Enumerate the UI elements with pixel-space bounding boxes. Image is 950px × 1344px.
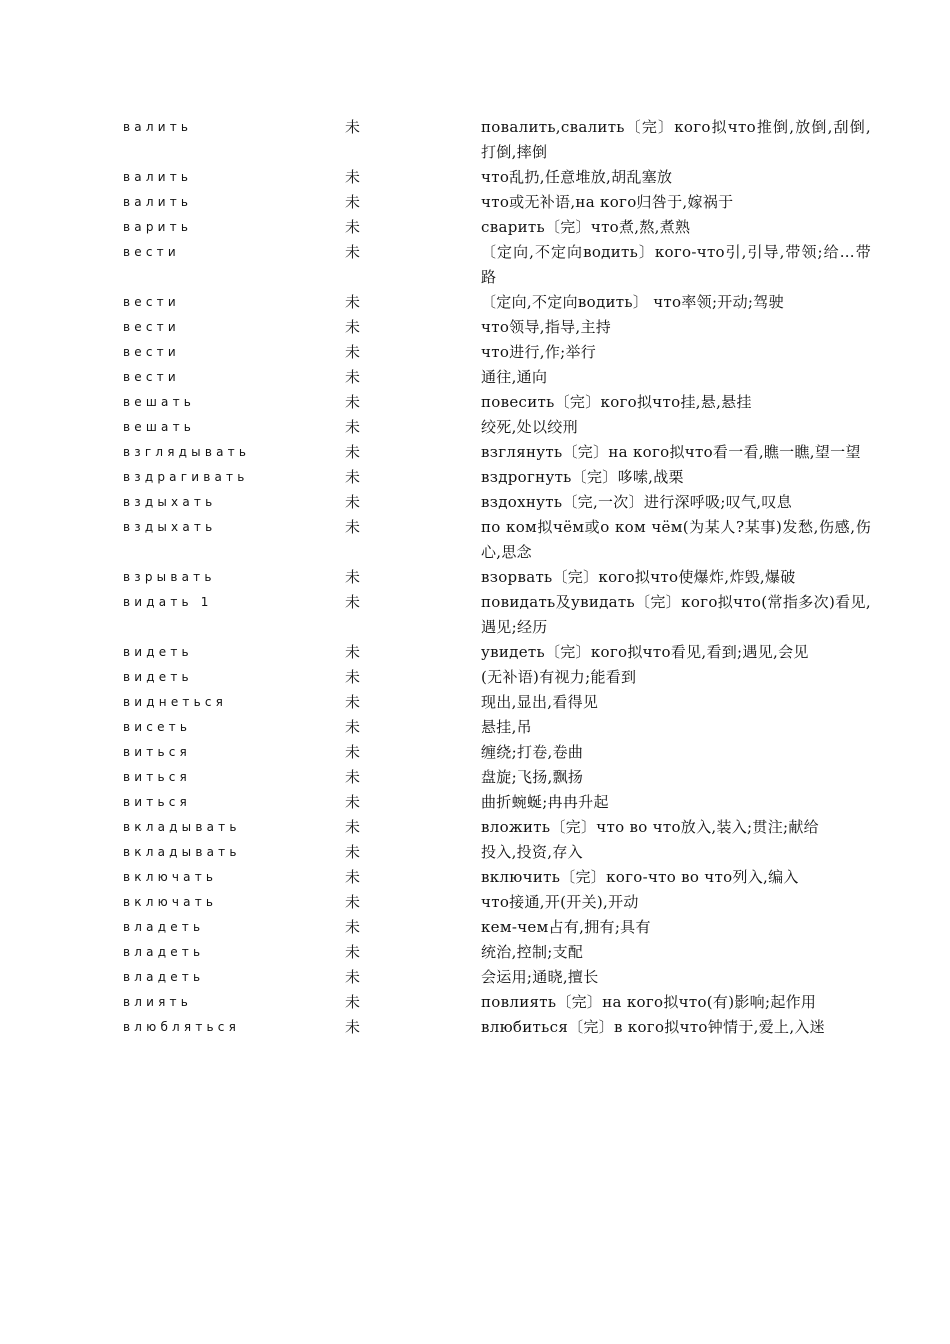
definition: 悬挂,吊 [481,718,532,736]
aspect-marker: 未 [345,343,361,361]
definition: 通往,通向 [481,368,548,386]
definition: вздрогнуть〔完〕哆嗦,战栗 [481,468,684,486]
dictionary-entry [0,465,950,490]
aspect-marker: 未 [345,918,361,936]
aspect-marker: 未 [345,1018,361,1036]
dictionary-entry [0,990,950,1015]
definition: 统治,控制;支配 [481,943,584,961]
aspect-marker: 未 [345,593,361,611]
aspect-marker: 未 [345,643,361,661]
dictionary-entry [0,715,950,740]
dictionary-entry [0,515,950,565]
definition: увидеть〔完〕кого拟что看见,看到;遇见,会见 [481,643,809,661]
headword: виться [123,795,191,809]
aspect-marker: 未 [345,393,361,411]
definition: влюбиться〔完〕в кого拟что钟情于,爱上,入迷 [481,1018,825,1036]
headword: владеть [123,920,205,934]
headword: вкладывать [123,845,241,859]
definition: по ком拟чём或о ком чём(为某人?某事)发愁,伤感,伤心,思念 [481,518,871,561]
headword: взрывать [123,570,216,584]
dictionary-entry [0,965,950,990]
headword: вести [123,370,180,384]
dictionary-entry [0,690,950,715]
aspect-marker: 未 [345,218,361,236]
headword: владеть [123,970,205,984]
headword: виться [123,770,191,784]
dictionary-entry [0,340,950,365]
dictionary-entry [0,315,950,340]
definition: повесить〔完〕кого拟что挂,悬,悬挂 [481,393,752,411]
dictionary-entry [0,815,950,840]
aspect-marker: 未 [345,693,361,711]
definition: вздохнуть〔完,一次〕进行深呼吸;叹气,叹息 [481,493,793,511]
headword: вести [123,345,180,359]
definition: что进行,作;举行 [481,343,597,361]
dictionary-entry [0,590,950,640]
dictionary-entry [0,190,950,215]
aspect-marker: 未 [345,968,361,986]
definition: 会运用;通晓,擅长 [481,968,599,986]
entry-list [0,115,950,1040]
dictionary-entry [0,790,950,815]
dictionary-entry [0,240,950,290]
dictionary-entry [0,290,950,315]
headword: видеть [123,670,193,684]
headword: взглядывать [123,445,251,459]
headword: вздыхать [123,495,217,509]
definition: что乱扔,任意堆放,胡乱塞放 [481,168,673,186]
aspect-marker: 未 [345,893,361,911]
definition: кем-чем占有,拥有;具有 [481,918,651,936]
dictionary-entry [0,890,950,915]
headword: влюбляться [123,1020,241,1034]
aspect-marker: 未 [345,768,361,786]
dictionary-entry [0,415,950,440]
headword: видеть [123,645,193,659]
definition: повалить,свалить〔完〕кого拟что推倒,放倒,刮倒,打倒,摔倒 [481,118,871,161]
headword: вздрагивать [123,470,249,484]
aspect-marker: 未 [345,568,361,586]
aspect-marker: 未 [345,518,361,536]
headword: варить [123,220,193,234]
dictionary-entry [0,165,950,190]
headword: валить [123,120,193,134]
aspect-marker: 未 [345,668,361,686]
definition: 盘旋;飞扬,飘扬 [481,768,584,786]
aspect-marker: 未 [345,418,361,436]
definition: 曲折蜿蜒;冉冉升起 [481,793,609,811]
aspect-marker: 未 [345,718,361,736]
definition: что或无补语,на кого归咎于,嫁祸于 [481,193,734,211]
dictionary-entry [0,665,950,690]
definition: что领导,指导,主持 [481,318,612,336]
aspect-marker: 未 [345,868,361,886]
dictionary-entry [0,915,950,940]
dictionary-entry [0,740,950,765]
dictionary-entry [0,440,950,465]
dictionary-entry [0,765,950,790]
aspect-marker: 未 [345,993,361,1011]
aspect-marker: 未 [345,318,361,336]
headword: виться [123,745,191,759]
dictionary-entry [0,640,950,665]
headword: валить [123,170,193,184]
headword: валить [123,195,193,209]
headword: включать [123,870,218,884]
definition: 〔定向,不定向водить〕 что率领;开动;驾驶 [481,293,784,311]
aspect-marker: 未 [345,168,361,186]
dictionary-entry [0,390,950,415]
headword: вести [123,320,180,334]
definition: 投入,投资,存入 [481,843,583,861]
dictionary-entry [0,865,950,890]
dictionary-entry [0,565,950,590]
headword: вести [123,245,180,259]
headword: влиять [123,995,193,1009]
dictionary-entry [0,490,950,515]
dictionary-entry [0,1015,950,1040]
definition: сварить〔完〕что煮,熬,煮熟 [481,218,691,236]
aspect-marker: 未 [345,118,361,136]
dictionary-entry [0,365,950,390]
headword: вздыхать [123,520,217,534]
dictionary-entry [0,115,950,165]
definition: (无补语)有视力;能看到 [481,668,637,686]
dictionary-entry [0,940,950,965]
aspect-marker: 未 [345,193,361,211]
aspect-marker: 未 [345,818,361,836]
dictionary-entry [0,840,950,865]
definition: что接通,开(开关),开动 [481,893,639,911]
aspect-marker: 未 [345,793,361,811]
definition: взглянуть〔完〕на кого拟что看一看,瞧一瞧,望一望 [481,443,861,461]
definition: повлиять〔完〕на кого拟что(有)影响;起作用 [481,993,817,1011]
headword: включать [123,895,218,909]
aspect-marker: 未 [345,743,361,761]
definition: 〔定向,不定向водить〕кого-что引,引导,带领;给…带路 [481,243,871,286]
headword: владеть [123,945,205,959]
aspect-marker: 未 [345,368,361,386]
headword: видать 1 [123,595,213,609]
headword: вешать [123,395,196,409]
aspect-marker: 未 [345,843,361,861]
aspect-marker: 未 [345,443,361,461]
headword: виднеться [123,695,228,709]
aspect-marker: 未 [345,493,361,511]
headword: вкладывать [123,820,241,834]
headword: вести [123,295,180,309]
definition: повидать及увидать〔完〕кого拟что(常指多次)看见,遇见;经历 [481,593,871,636]
aspect-marker: 未 [345,293,361,311]
aspect-marker: 未 [345,243,361,261]
aspect-marker: 未 [345,943,361,961]
dictionary-entry [0,215,950,240]
headword: вешать [123,420,196,434]
aspect-marker: 未 [345,468,361,486]
definition: 缠绕;打卷,卷曲 [481,743,584,761]
definition: 绞死,处以绞刑 [481,418,578,436]
definition: вложить〔完〕что во что放入,装入;贯注;献给 [481,818,819,836]
definition: взорвать〔完〕кого拟что使爆炸,炸毁,爆破 [481,568,796,586]
headword: висеть [123,720,192,734]
definition: включить〔完〕кого-что во что列入,编入 [481,868,799,886]
definition: 现出,显出,看得见 [481,693,599,711]
